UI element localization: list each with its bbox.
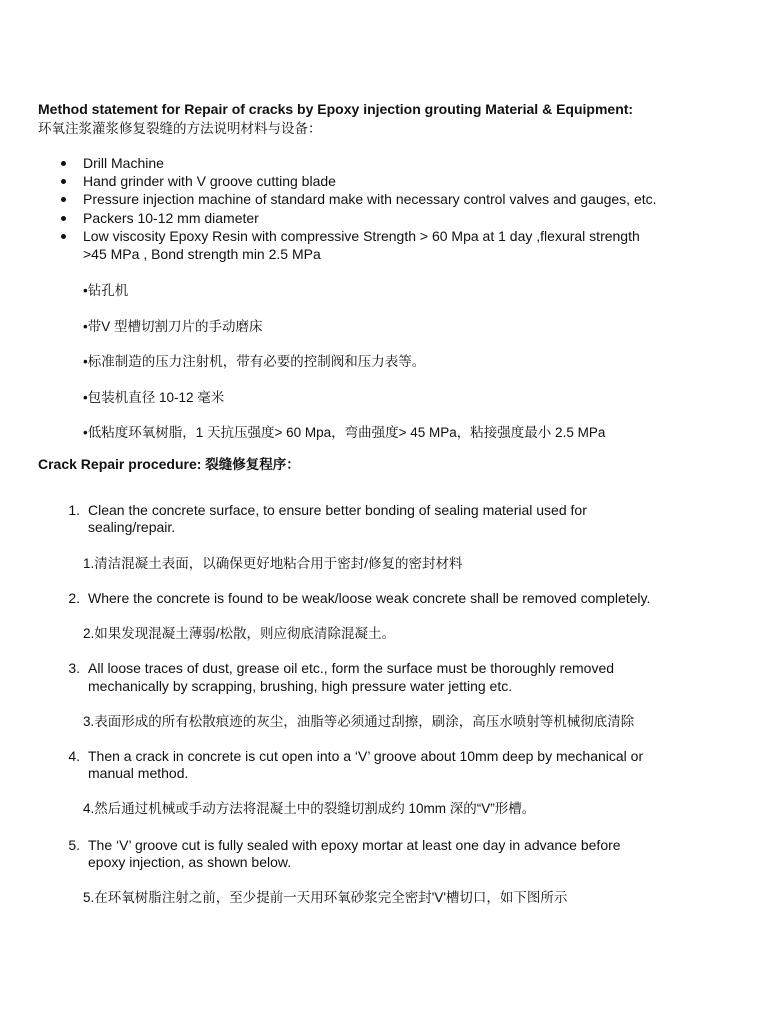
document-subtitle-cn: 环氧注浆灌浆修复裂缝的方法说明材料与设备： — [38, 121, 322, 136]
step-text-line: sealing/repair. — [88, 519, 176, 535]
equipment-item: Hand grinder with V groove cutting blade — [83, 173, 336, 189]
step-text-cn: 5.在环氧树脂注射之前，至少提前一天用环氧砂浆完全密封'V'槽切口，如下图所示 — [83, 890, 568, 905]
bullet-icon — [61, 234, 66, 239]
equipment-item: Drill Machine — [83, 155, 164, 171]
step-text-cn: 4.然后通过机械或手动方法将混凝土中的裂缝切割成约 10mm 深的“V”形槽。 — [83, 801, 536, 816]
step-number: 5. — [68, 837, 80, 853]
equipment-item-cn: •标准制造的压力注射机，带有必要的控制阀和压力表等。 — [83, 354, 426, 369]
equipment-item: Pressure injection machine of standard make with necessary control valves and gauges, etc. — [83, 191, 657, 207]
equipment-item-cn: •低粘度环氧树脂，1 天抗压强度> 60 Mpa，弯曲强度> 45 MPa，粘接强度最小 2.5 MPa — [83, 425, 606, 440]
document-title: Method statement for Repair of cracks by Epoxy injection grouting Material & Equipment: — [38, 101, 634, 117]
step-text-cn: 2.如果发现混凝土薄弱/松散，则应彻底清除混凝土。 — [83, 626, 396, 641]
bullet-icon — [61, 197, 66, 202]
procedure-title-cn: 裂缝修复程序： — [205, 457, 300, 472]
step-text-line: mechanically by scrapping, brushing, high pressure water jetting etc. — [88, 678, 513, 694]
step-number: 3. — [68, 660, 80, 676]
equipment-item-cn: •包装机直径 10-12 毫米 — [83, 390, 225, 405]
step-number: 4. — [68, 748, 80, 764]
equipment-item: Packers 10-12 mm diameter — [83, 210, 259, 226]
step-text-cn: 3.表面形成的所有松散痕迹的灰尘，油脂等必须通过刮擦，刷涂，高压水喷射等机械彻底清除 — [83, 714, 635, 729]
step-text-line: manual method. — [88, 765, 189, 781]
procedure-title-en: Crack Repair procedure: — [38, 456, 202, 472]
bullet-icon — [61, 179, 66, 184]
step-text-line: The ‘V’ groove cut is fully sealed with epoxy mortar at least one day in advance before — [88, 837, 621, 853]
equipment-item-cn: •带V 型槽切割刀片的手动磨床 — [83, 319, 263, 334]
bullet-icon — [61, 216, 66, 221]
step-text-line: Clean the concrete surface, to ensure better bonding of sealing material used for — [88, 502, 587, 518]
procedure-heading — [38, 456, 300, 473]
step-number: 2. — [68, 590, 80, 606]
step-number: 1. — [68, 502, 80, 518]
step-text-cn: 1.清洁混凝土表面，以确保更好地粘合用于密封/修复的密封材料 — [83, 556, 463, 571]
bullet-icon — [61, 161, 66, 166]
step-text-line: epoxy injection, as shown below. — [88, 854, 292, 870]
step-text-line: Where the concrete is found to be weak/loose weak concrete shall be removed completely. — [88, 590, 651, 606]
step-text-line: All loose traces of dust, grease oil etc., form the surface must be thoroughly removed — [88, 660, 615, 676]
equipment-item-continuation: >45 MPa , Bond strength min 2.5 MPa — [83, 246, 321, 262]
equipment-item: Low viscosity Epoxy Resin with compressive Strength > 60 Mpa at 1 day ,flexural strength — [83, 228, 640, 244]
equipment-item-cn: •钻孔机 — [83, 283, 129, 298]
step-text-line: Then a crack in concrete is cut open into a ‘V’ groove about 10mm deep by mechanical or — [88, 748, 644, 764]
